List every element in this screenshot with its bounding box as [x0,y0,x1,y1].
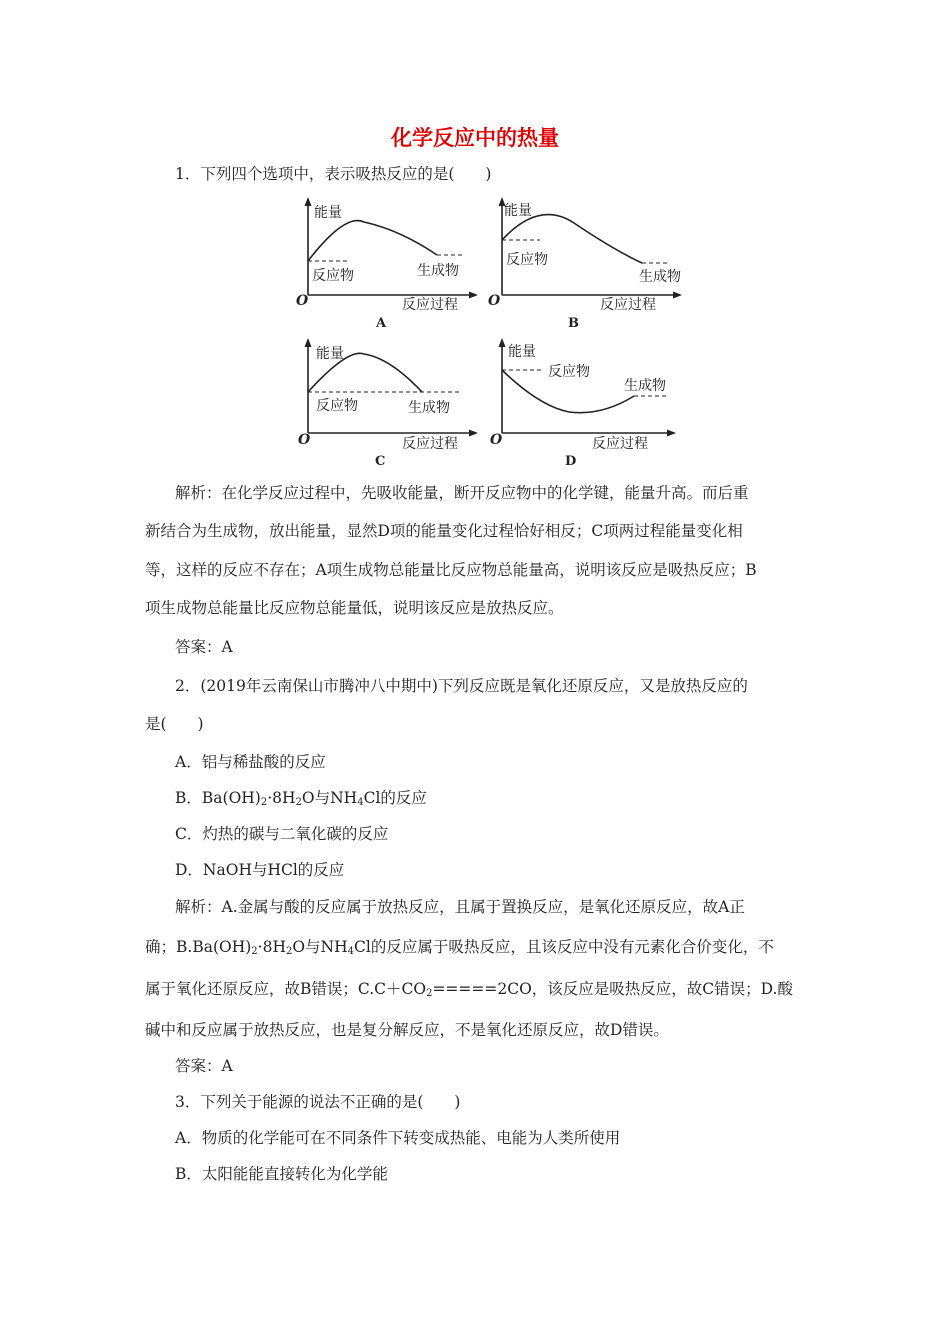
q2-analysis-line-4: 碱中和反应属于放热反应，也是复分解反应，不是氧化还原反应，故D错误。 [145,1021,669,1039]
q1-analysis-line-3: 等，这样的反应不存在；A项生成物总能量比反应物总能量高，说明该反应是吸热反应；B [145,561,757,579]
caption-c: C [375,454,386,469]
axis-label-energy: 能量 [508,344,536,360]
product-label: 生成物 [417,263,459,279]
q2-stem-line-2: 是( ) [145,715,204,733]
q1-answer: 答案：A [175,638,233,656]
axis-label-energy: 能量 [314,205,342,221]
axis-label-energy: 能量 [504,203,532,219]
q2-analysis-line-1: 解析：A.金属与酸的反应属于放热反应，且属于置换反应，是氧化还原反应，故A正 [175,898,745,916]
origin-label: O [296,293,309,309]
origin-label: O [488,293,501,309]
caption-d: D [565,454,577,469]
q2-analysis-line-2: 确；$B.Ba(OH)_2\cdot 8H_2O$与$NH_4Cl$的反应属于吸热反应，且该反应中没有元素化合价变化，不 [145,938,774,957]
reactant-label: 反应物 [548,364,590,380]
origin-label: O [298,432,311,448]
q1-stem: 1．下列四个选项中，表示吸热反应的是( ) [175,165,492,183]
origin-label: O [490,432,503,448]
caption-b: B [568,316,579,331]
q3-option-b: B．太阳能能直接转化为化学能 [175,1165,388,1183]
axis-label-process: 反应过程 [600,297,656,313]
q2-answer: 答案：A [175,1057,233,1075]
q1-analysis-line-1: 解析：在化学反应过程中，先吸收能量，断开反应物中的化学键，能量升高。而后重 [175,484,749,502]
axis-label-process: 反应过程 [402,436,458,452]
axis-label-energy: 能量 [316,346,344,362]
energy-diagram-d [484,336,684,471]
q2-option-b: B．$Ba(OH)_2\cdot 8H_2O$与$NH_4Cl$的反应 [175,789,427,808]
reactant-label: 反应物 [312,268,354,284]
page-title: 化学反应中的热量 [391,126,559,150]
q2-option-a: A．铝与稀盐酸的反应 [175,753,326,771]
q2-stem-line-1: 2．(2019年云南保山市腾冲八中期中)下列反应既是氧化还原反应，又是放热反应的 [175,677,748,695]
energy-diagram-b [484,195,684,335]
q2-option-c: C．灼热的碳与二氧化碳的反应 [175,825,389,843]
q2-analysis-line-3: 属于氧化还原反应，故B错误；$C.C+CO_2=====2CO$，该反应是吸热反应，故C错误；D.酸 [145,980,793,999]
q2-option-d: D．NaOH与HCl的反应 [175,861,345,879]
product-label: 生成物 [408,400,450,416]
q1-analysis-line-4: 项生成物总能量比反应物总能量低，说明该反应是放热反应。 [145,599,564,617]
reactant-label: 反应物 [316,398,358,414]
product-label: 生成物 [624,378,666,394]
reactant-label: 反应物 [506,252,548,268]
axis-label-process: 反应过程 [592,436,648,452]
q1-analysis-line-2: 新结合为生成物，放出能量，显然D项的能量变化过程恰好相反；C项两过程能量变化相 [145,522,743,540]
q3-option-a: A．物质的化学能可在不同条件下转变成热能、电能为人类所使用 [175,1129,621,1147]
axis-label-process: 反应过程 [402,297,458,313]
energy-diagram-a [290,195,480,335]
product-label: 生成物 [639,269,681,285]
caption-a: A [376,316,387,331]
q3-stem: 3．下列关于能源的说法不正确的是( ) [175,1093,461,1111]
energy-diagram-c [290,336,480,471]
